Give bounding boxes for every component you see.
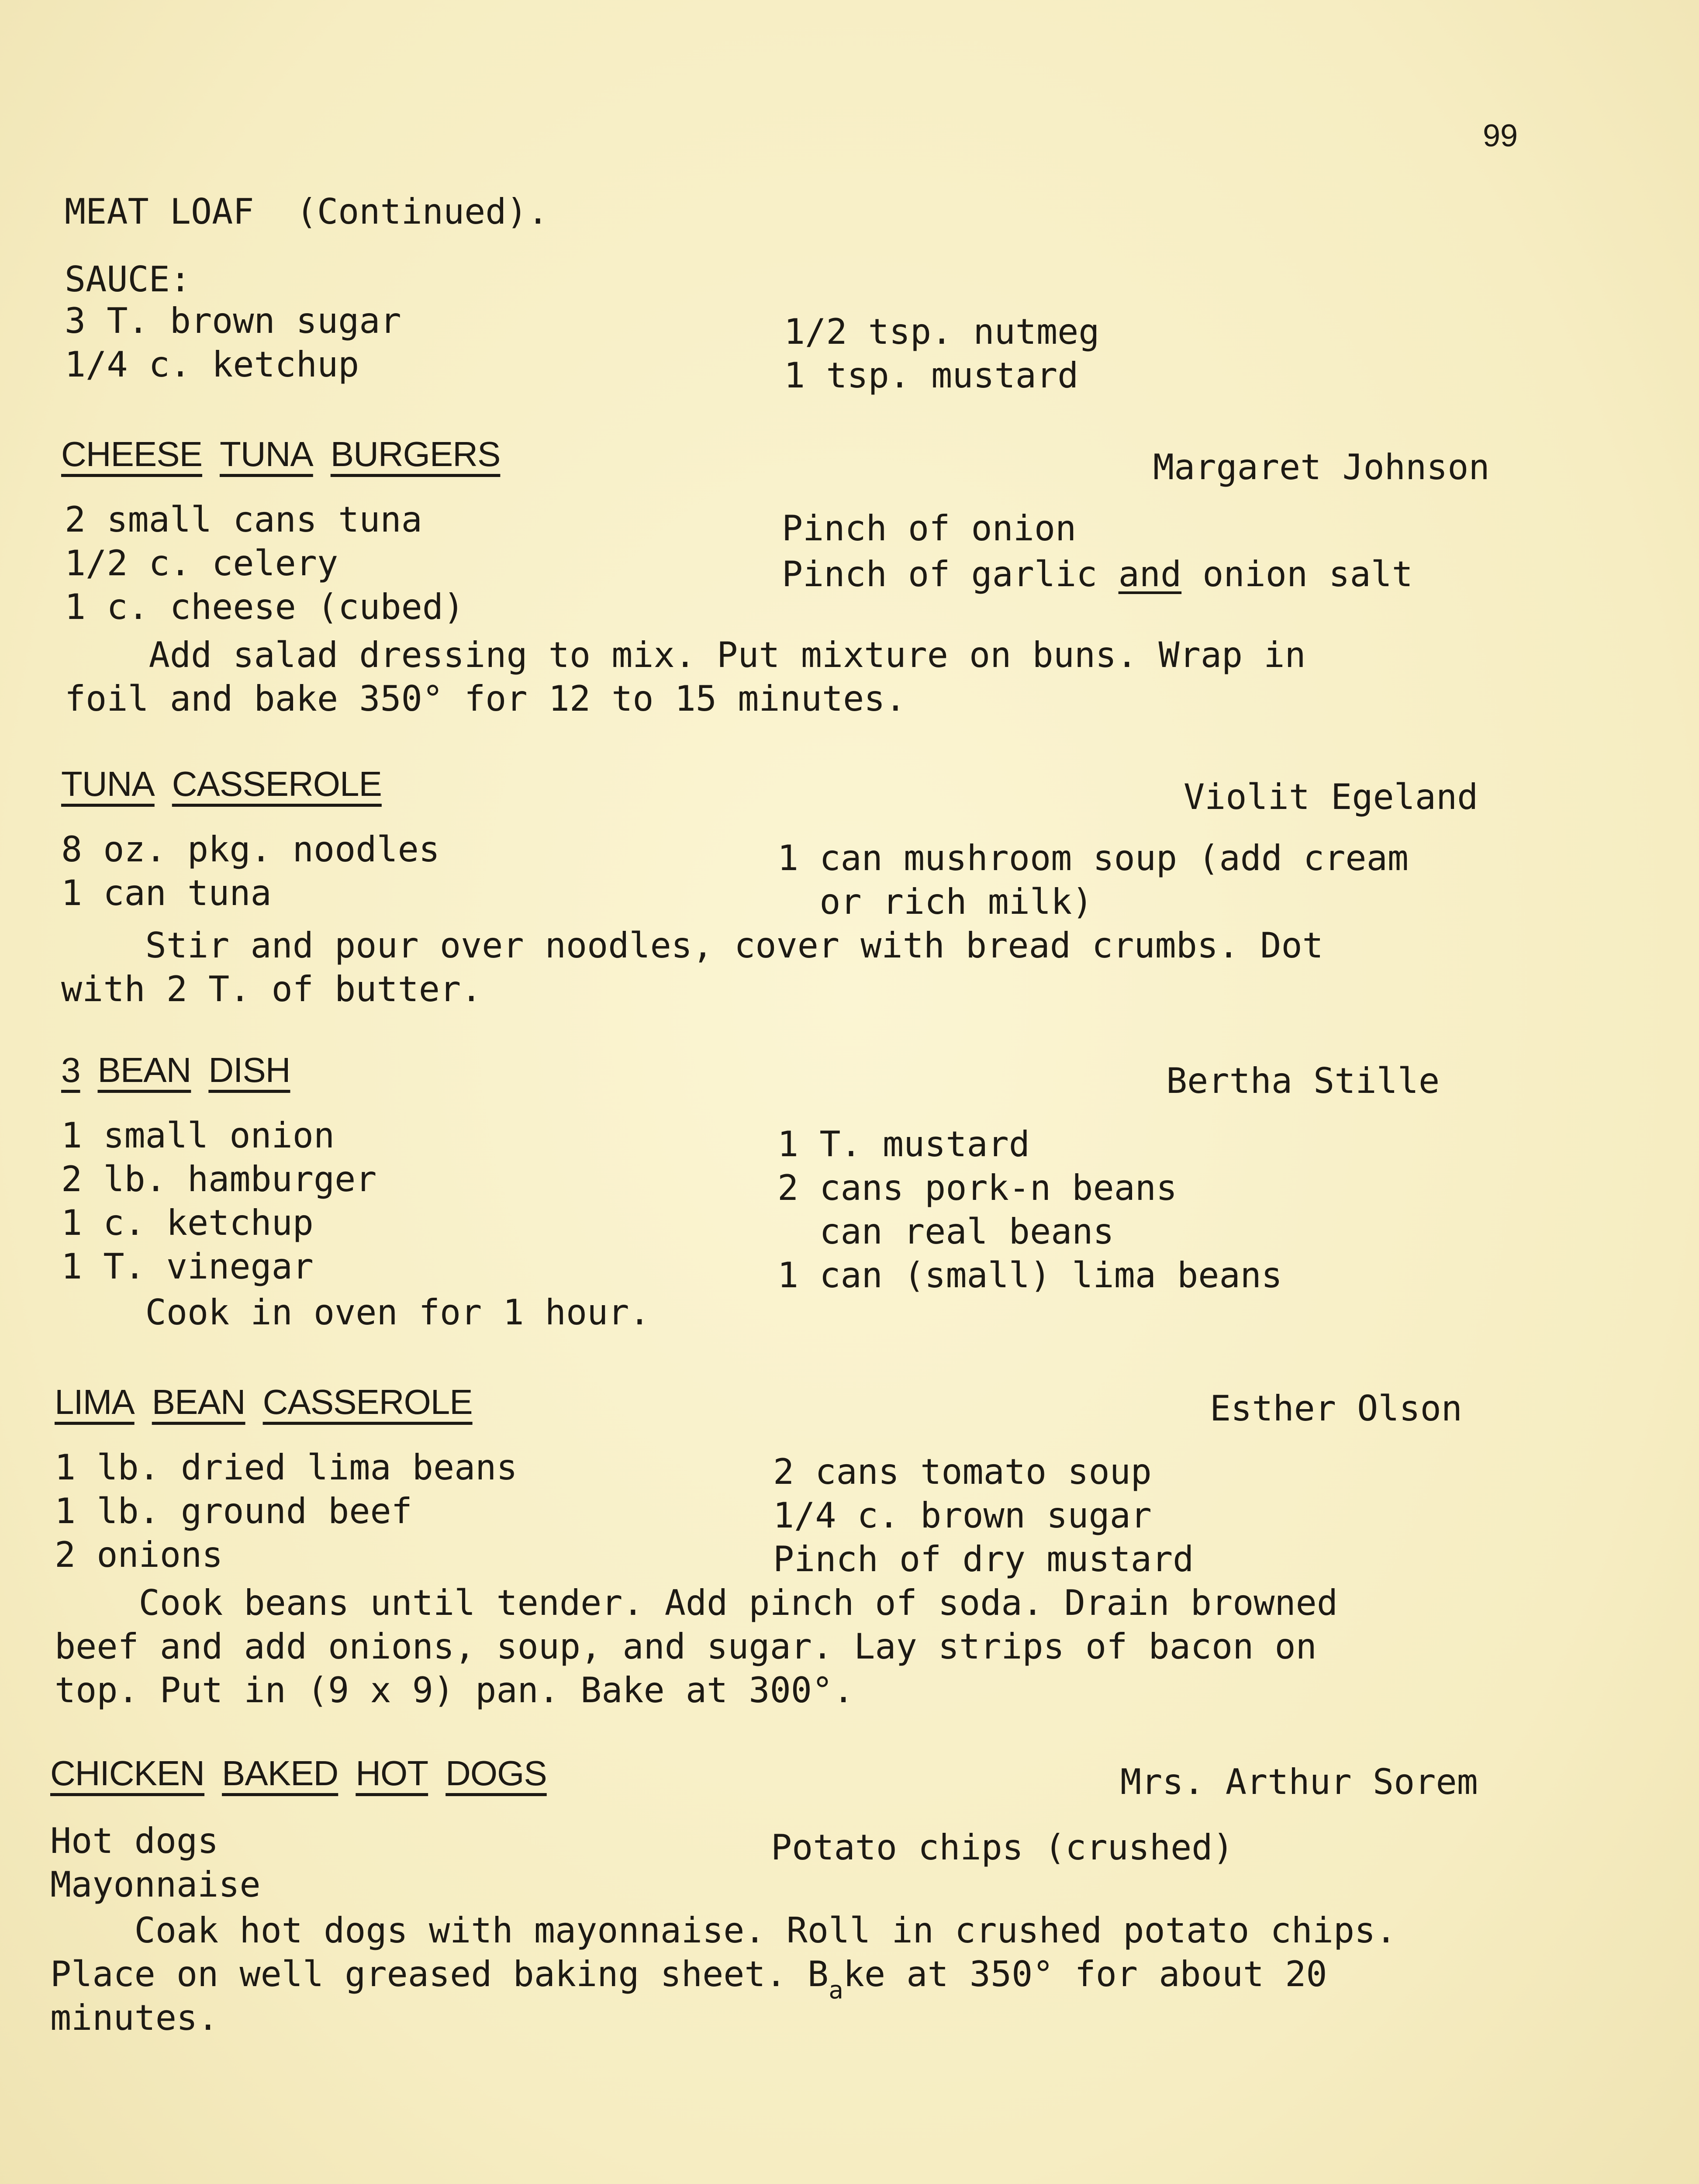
cheese-tuna-burgers-ingredient: Pinch of garlic and onion salt <box>782 554 1413 594</box>
tuna-casserole-ingredient: 8 oz. pkg. noodles <box>61 829 440 870</box>
lima-bean-casserole-author: Esther Olson <box>1210 1388 1462 1429</box>
meat-loaf-ingredient: 1 tsp. mustard <box>784 355 1079 396</box>
lima-bean-casserole-ingredient: Pinch of dry mustard <box>773 1539 1194 1579</box>
cheese-tuna-burgers-ingredient: 1 c. cheese (cubed) <box>65 587 465 627</box>
chicken-baked-hot-dogs-instructions: Place on well greased baking sheet. $B_ake$ at 350° for about 20 <box>50 1954 1327 2004</box>
three-bean-dish-instructions: Cook in oven for 1 hour. <box>61 1292 650 1333</box>
chicken-baked-hot-dogs-author: Mrs. Arthur Sorem <box>1120 1762 1478 1802</box>
three-bean-dish-ingredient: 1 can (small) lima beans <box>777 1255 1282 1296</box>
cheese-tuna-burgers-instructions: foil and bake 350° for 12 to 15 minutes. <box>65 678 906 719</box>
three-bean-dish-title: 3 BEAN DISH <box>61 1051 290 1089</box>
tuna-casserole-author: Violit Egeland <box>1184 777 1478 817</box>
three-bean-dish-ingredient: 2 cans pork-n beans <box>777 1168 1178 1208</box>
chicken-baked-hot-dogs-ingredient: Hot dogs <box>50 1821 219 1861</box>
cheese-tuna-burgers-title: CHEESE TUNA BURGERS <box>61 435 501 473</box>
three-bean-dish-ingredient: 1 T. mustard <box>777 1124 1030 1165</box>
tuna-casserole-ingredient: 1 can mushroom soup (add cream <box>777 838 1409 878</box>
cheese-tuna-burgers-ingredient: Pinch of onion <box>782 508 1077 549</box>
tuna-casserole-instructions: Stir and pour over noodles, cover with bread crumbs. Dot <box>61 925 1323 966</box>
lima-bean-casserole-instructions: beef and add onions, soup, and sugar. Lay strips of bacon on <box>55 1626 1317 1667</box>
tuna-casserole-ingredient: or rich milk) <box>777 881 1093 922</box>
three-bean-dish-ingredient: can real beans <box>777 1211 1114 1252</box>
lima-bean-casserole-ingredient: 1 lb. dried lima beans <box>55 1447 518 1488</box>
lima-bean-casserole-ingredient: 2 onions <box>55 1534 223 1575</box>
page-number: 99 <box>1483 118 1518 153</box>
cheese-tuna-burgers-author: Margaret Johnson <box>1153 447 1490 487</box>
meat-loaf-ingredient: 1/2 tsp. nutmeg <box>784 311 1100 352</box>
tuna-casserole-ingredient: 1 can tuna <box>61 873 272 913</box>
chicken-baked-hot-dogs-ingredient: Potato chips (crushed) <box>771 1827 1234 1868</box>
lima-bean-casserole-ingredient: 1 lb. ground beef <box>55 1491 412 1531</box>
sauce-label: SAUCE: <box>65 259 191 300</box>
lima-bean-casserole-ingredient: 2 cans tomato soup <box>773 1451 1152 1492</box>
cheese-tuna-burgers-ingredient: 1/2 c. celery <box>65 543 338 584</box>
cheese-tuna-burgers-ingredient: 2 small cans tuna <box>65 499 422 540</box>
three-bean-dish-ingredient: 1 small onion <box>61 1115 335 1156</box>
chicken-baked-hot-dogs-instructions: Coak hot dogs with mayonnaise. Roll in crushed potato chips. <box>50 1910 1397 1951</box>
lima-bean-casserole-ingredient: 1/4 c. brown sugar <box>773 1495 1152 1536</box>
meat-loaf-ingredient: 1/4 c. ketchup <box>65 344 359 385</box>
three-bean-dish-ingredient: 1 c. ketchup <box>61 1203 314 1243</box>
three-bean-dish-author: Bertha Stille <box>1166 1061 1440 1101</box>
chicken-baked-hot-dogs-ingredient: Mayonnaise <box>50 1864 261 1905</box>
lima-bean-casserole-instructions: Cook beans until tender. Add pinch of soda. Drain browned <box>55 1583 1338 1623</box>
lima-bean-casserole-instructions: top. Put in (9 x 9) pan. Bake at 300°. <box>55 1670 854 1711</box>
lima-bean-casserole-title: LIMA BEAN CASSEROLE <box>55 1382 473 1421</box>
meat-loaf-title: MEAT LOAF <box>65 191 254 232</box>
chicken-baked-hot-dogs-title: CHICKEN BAKED HOT DOGS <box>50 1754 547 1793</box>
three-bean-dish-ingredient: 1 T. vinegar <box>61 1246 314 1287</box>
meat-loaf-ingredient: 3 T. brown sugar <box>65 301 401 341</box>
tuna-casserole-title: TUNA CASSEROLE <box>61 764 382 803</box>
cheese-tuna-burgers-instructions: Add salad dressing to mix. Put mixture on buns. Wrap in <box>65 635 1306 675</box>
chicken-baked-hot-dogs-instructions: minutes. <box>50 1997 219 2038</box>
meat-loaf-continued: (Continued). <box>296 191 549 232</box>
meat-loaf-heading <box>65 190 549 234</box>
three-bean-dish-ingredient: 2 lb. hamburger <box>61 1159 377 1199</box>
tuna-casserole-instructions: with 2 T. of butter. <box>61 969 482 1009</box>
